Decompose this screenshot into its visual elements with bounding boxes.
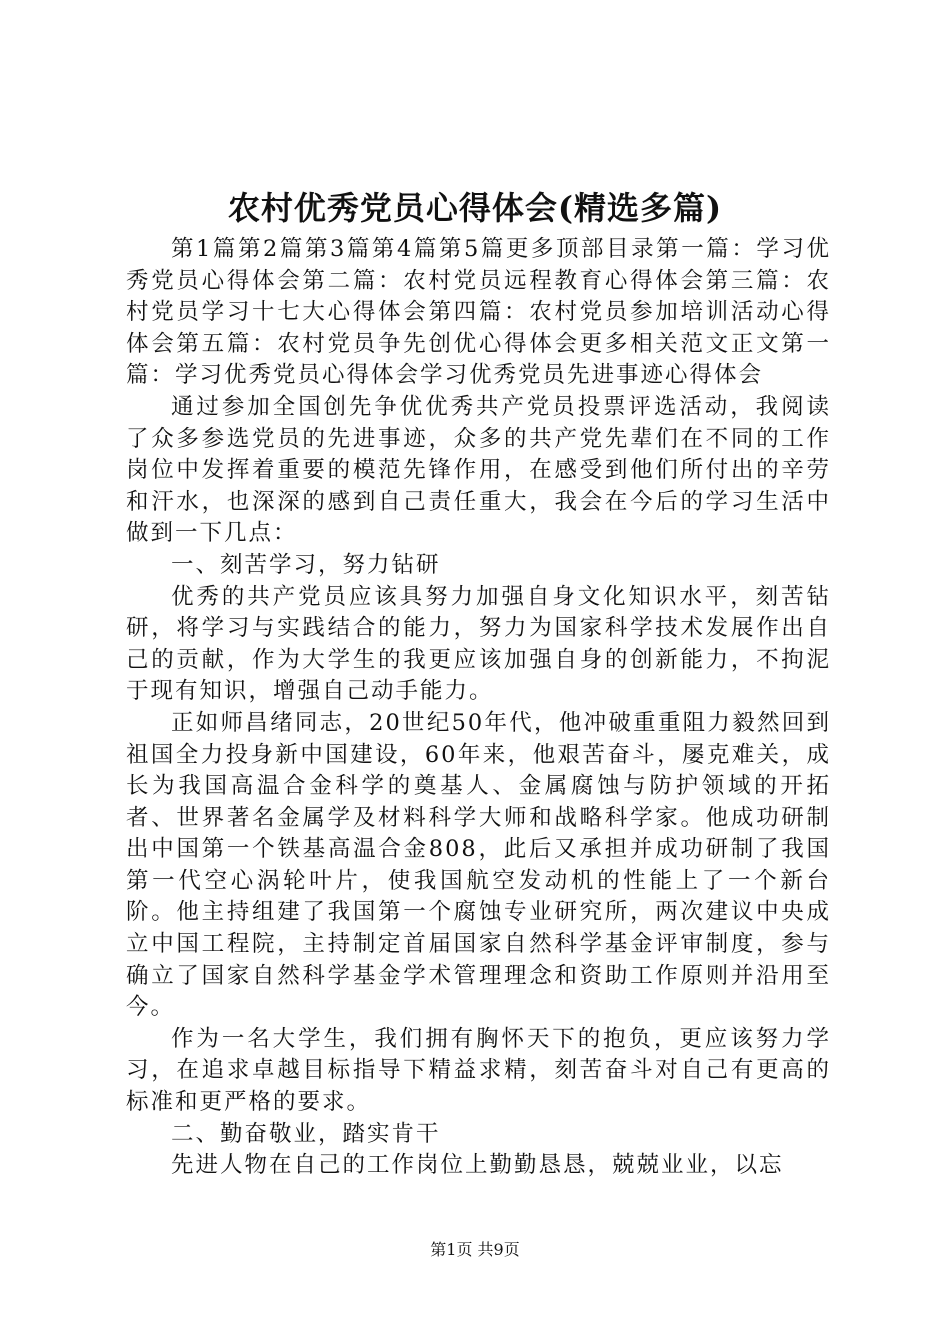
paragraph-diligence: 先进人物在自己的工作岗位上勤勤恳恳，兢兢业业，以忘 — [171, 1152, 784, 1179]
section-heading-2: 二、勤奋敬业，踏实肯干 — [171, 1120, 441, 1147]
paragraph-student: 作为一名大学生，我们拥有胸怀天下的抱负，更应该努力学习，在追求卓越目标指导下精益求精，刻苦奋斗对自己有更高的标准和更严格的要求。 — [126, 1025, 831, 1116]
page-footer: 第1页 共9页 — [430, 1240, 520, 1259]
paragraph-toc: 第1篇第2篇第3篇第4篇第5篇更多顶部目录第一篇：学习优秀党员心得体会第二篇：农村党员远程教育心得体会第三篇：农村党员学习十七大心得体会第四篇：农村党员参加培训活动心得体会第五篇：农村党员争先创优心得体会更多相关范文正文第一篇：学习优秀党员心得体会学习优秀党员先进事迹心得体会 — [126, 236, 831, 389]
paragraph-study: 优秀的共产党员应该具努力加强自身文化知识水平，刻苦钻研，将学习与实践结合的能力，努力为国家科学技术发展作出自己的贡献，作为大学生的我更应该加强自身的创新能力，不拘泥于现有知识，增强自己动手能力。 — [126, 583, 831, 705]
paragraph-intro: 通过参加全国创先争优优秀共产党员投票评选活动，我阅读了众多参选党员的先进事迹，众多的共产党先辈们在不同的工作岗位中发挥着重要的模范先锋作用，在感受到他们所付出的辛劳和汗水，也深深的感到自己责任重大，我会在今后的学习生活中做到一下几点： — [126, 393, 831, 547]
document-body — [126, 234, 831, 1182]
section-heading-1: 一、刻苦学习，努力钻研 — [171, 551, 441, 578]
document-title: 农村优秀党员心得体会(精选多篇) — [227, 189, 723, 227]
paragraph-example: 正如师昌绪同志，20世纪50年代，他冲破重重阻力毅然回到祖国全力投身新中国建设，60年来，他艰苦奋斗，屡克难关，成长为我国高温合金科学的奠基人、金属腐蚀与防护领域的开拓者、世界著名金属学及材料科学大师和战略科学家。他成功研制出中国第一个铁基高温合金808，此后又承担并成功研制了我国第一代空心涡轮叶片，使我国航空发动机的性能上了一个新台阶。他主持组建了我国第一个腐蚀专业研究所，两次建议中央成立中国工程院，主持制定首届国家自然科学基金评审制度，参与确立了国家自然科学基金学术管理理念和资助工作原则并沿用至今。 — [126, 709, 831, 1021]
